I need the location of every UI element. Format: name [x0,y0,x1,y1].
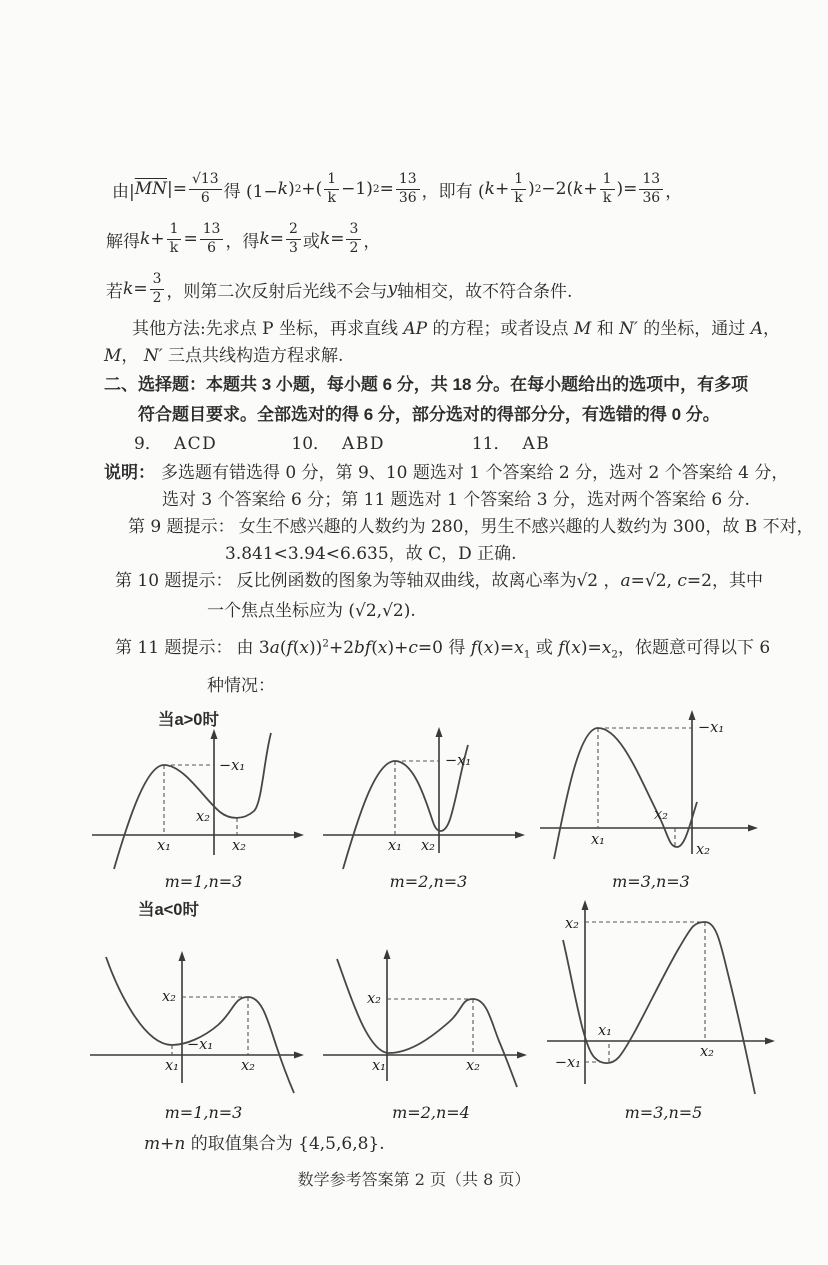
caption-m2n4-neg: m=2,n=4 [392,1103,470,1123]
hint-q10-text: 反比例函数的图象为等轴双曲线，故离心率为√2 ，a=√2, c=2，其中 [236,571,763,591]
graph-m1n3-neg [86,943,321,1103]
label-x2: x₂ [421,838,435,855]
hint-q10 [104,568,763,627]
figure-m1n3-neg [86,943,321,1123]
heading-line-2: 符合题目要求。全部选对的得 6 分，部分选对的得部分分，有选错的得 0 分。 [138,405,720,424]
label-peak: −x₁ [219,758,246,775]
graph-m3n5-neg [541,898,786,1103]
hint-q11-line-1 [104,627,771,670]
label-peak: x₂ [565,916,579,933]
note-line-1 [104,459,789,487]
answer-q11-value: AB [522,434,551,454]
figure-row2-title: 当a<0时 [138,901,199,920]
conclusion-line: m+n 的取值集合为 {4,5,6,8}. [144,1134,385,1155]
answer-q11-number: 11． [471,434,511,454]
heading-line-1: 二、选择题：本题共 3 小题，每小题 6 分，共 18 分。在每小题给出的选项中，有多项 [104,375,749,394]
cubic-curve [106,957,294,1093]
hint-q9 [104,514,814,568]
page-content [104,166,814,1190]
hint-q9-label: 第 9 题提示： [128,517,235,537]
figure-row1-title: 当a>0时 [158,711,219,730]
hint-q10-line-1 [104,568,763,595]
label-x2: x₂ [466,1058,480,1075]
note-line-2: 选对 3 个答案给 6 分；第 11 题选对 1 个答案给 3 分，选对两个答案给 6 分. [162,490,750,510]
answer-q10 [291,430,466,459]
cubic-curve [114,733,271,869]
label-x2: x₂ [654,807,668,824]
label-peak: −x₁ [445,753,472,770]
hint-q11 [104,627,771,702]
label-x1: x₁ [157,838,171,855]
label-x1: x₁ [591,832,605,849]
solution-line-2: 解得 k + $\frac{1}{k}$ = $\frac{13}{6}$ ，得 k = $\frac{2}{3}$ 或 k = $\frac{3}{2}$ ， [106,220,381,256]
figure-m2n4-neg [321,943,541,1123]
caption-m1n3-neg: m=1,n=3 [164,1103,243,1123]
caption-m3n5-neg: m=3,n=5 [624,1103,703,1123]
label-x1: x₁ [388,838,402,855]
figure-m3n3-pos [536,704,766,892]
figure-row-a-positive [86,704,744,892]
figure-m3n5-neg [541,898,786,1123]
alt-method-line-2: M， N′ 三点共线构造方程求解. [104,346,344,366]
note-text-1: 多选题有错选得 0 分，第 9、10 题选对 1 个答案给 2 分，选对 2 个答案给 4 分， [161,463,789,483]
cubic-curve [563,922,755,1094]
answer-q11 [472,430,550,459]
scoring-note [104,459,789,514]
cubic-curve [554,728,697,859]
choice-section-heading [104,370,749,430]
figure-m2n3-pos [321,717,536,892]
answer-q10-number: 10． [291,434,331,454]
label-min-y: −x₁ [554,1055,581,1072]
label-min-y: x₂ [696,842,710,859]
hint-q9-line-1 [104,514,814,541]
solution-line-1: 由| $\overline{MN}$ |= $\frac{√13}{6}$ 得 (1− k ) 2 +( $\frac{1}{k}$ −1) 2 = $\frac{13}{36}$ ，即有 ( k + $\frac{1}{k}$ ) 2 −2( k + $\frac{1}{k}$ )= $\frac{13}{36}$ ， [112,170,683,206]
caption-m2n3-pos: m=2,n=3 [389,872,468,892]
hint-q9-line-2: 3.841<3.94<6.635，故 C，D 正确. [225,544,517,564]
graph-m1n3-pos [86,717,321,872]
graph-m3n3-pos [536,704,766,872]
hint-q11-text: 由 $3a(f(x))^2+2bf(x)+c=0$ 得 $f(x)=x_1$ 或 $f(x)=x_2$，依题意可得以下 6 [236,637,771,661]
figure-row-a-negative [86,898,744,1123]
label-x2: x₂ [241,1058,255,1075]
caption-m1n3-pos: m=1,n=3 [164,872,243,892]
figure-m1n3-pos [86,717,321,892]
label-peak: x₂ [162,989,176,1006]
label-min-y: −x₁ [187,1037,214,1054]
answer-q9 [134,430,286,459]
solution-section [104,166,780,370]
caption-m3n3-pos: m=3,n=3 [612,872,690,892]
answer-q10-value: ABD [342,434,385,454]
note-label: 说明： [104,463,155,482]
alt-method-line-1: 其他方法:先求点 P 坐标，再求直线 AP 的方程；或者设点 M 和 N′ 的坐标，通过 A， [132,319,780,339]
page-footer: 数学参考答案第 2 页（共 8 页） [297,1170,531,1190]
answer-q9-number: 9． [134,434,162,454]
label-x1: x₁ [165,1058,179,1075]
label-peak: x₂ [367,991,381,1008]
hint-q11-label: 第 11 题提示： [115,637,233,658]
hint-q9-text: 女生不感兴趣的人数约为 280，男生不感兴趣的人数约为 300，故 B 不对， [238,517,814,537]
label-x1: x₁ [372,1058,386,1075]
label-min-y: x₂ [196,809,210,826]
label-peak: −x₁ [698,720,725,737]
label-x1: x₁ [598,1023,612,1040]
hint-q10-label: 第 10 题提示： [115,571,233,591]
label-x2: x₂ [700,1044,714,1061]
cubic-curve [337,959,517,1087]
graph-m2n4-neg [321,943,541,1103]
answer-q9-value: ACD [173,434,218,454]
hint-q10-line-2: 一个焦点坐标应为 (√2,√2). [207,601,416,621]
hint-q11-line-2: 种情况： [207,676,275,697]
graph-m2n3-pos [321,717,536,872]
answer-row [104,430,744,459]
label-x2: x₂ [232,838,246,855]
solution-line-3: 若 k = $\frac{3}{2}$ ，则第二次反射后光线不会与 y 轴相交，故不符合条件. [106,270,573,306]
